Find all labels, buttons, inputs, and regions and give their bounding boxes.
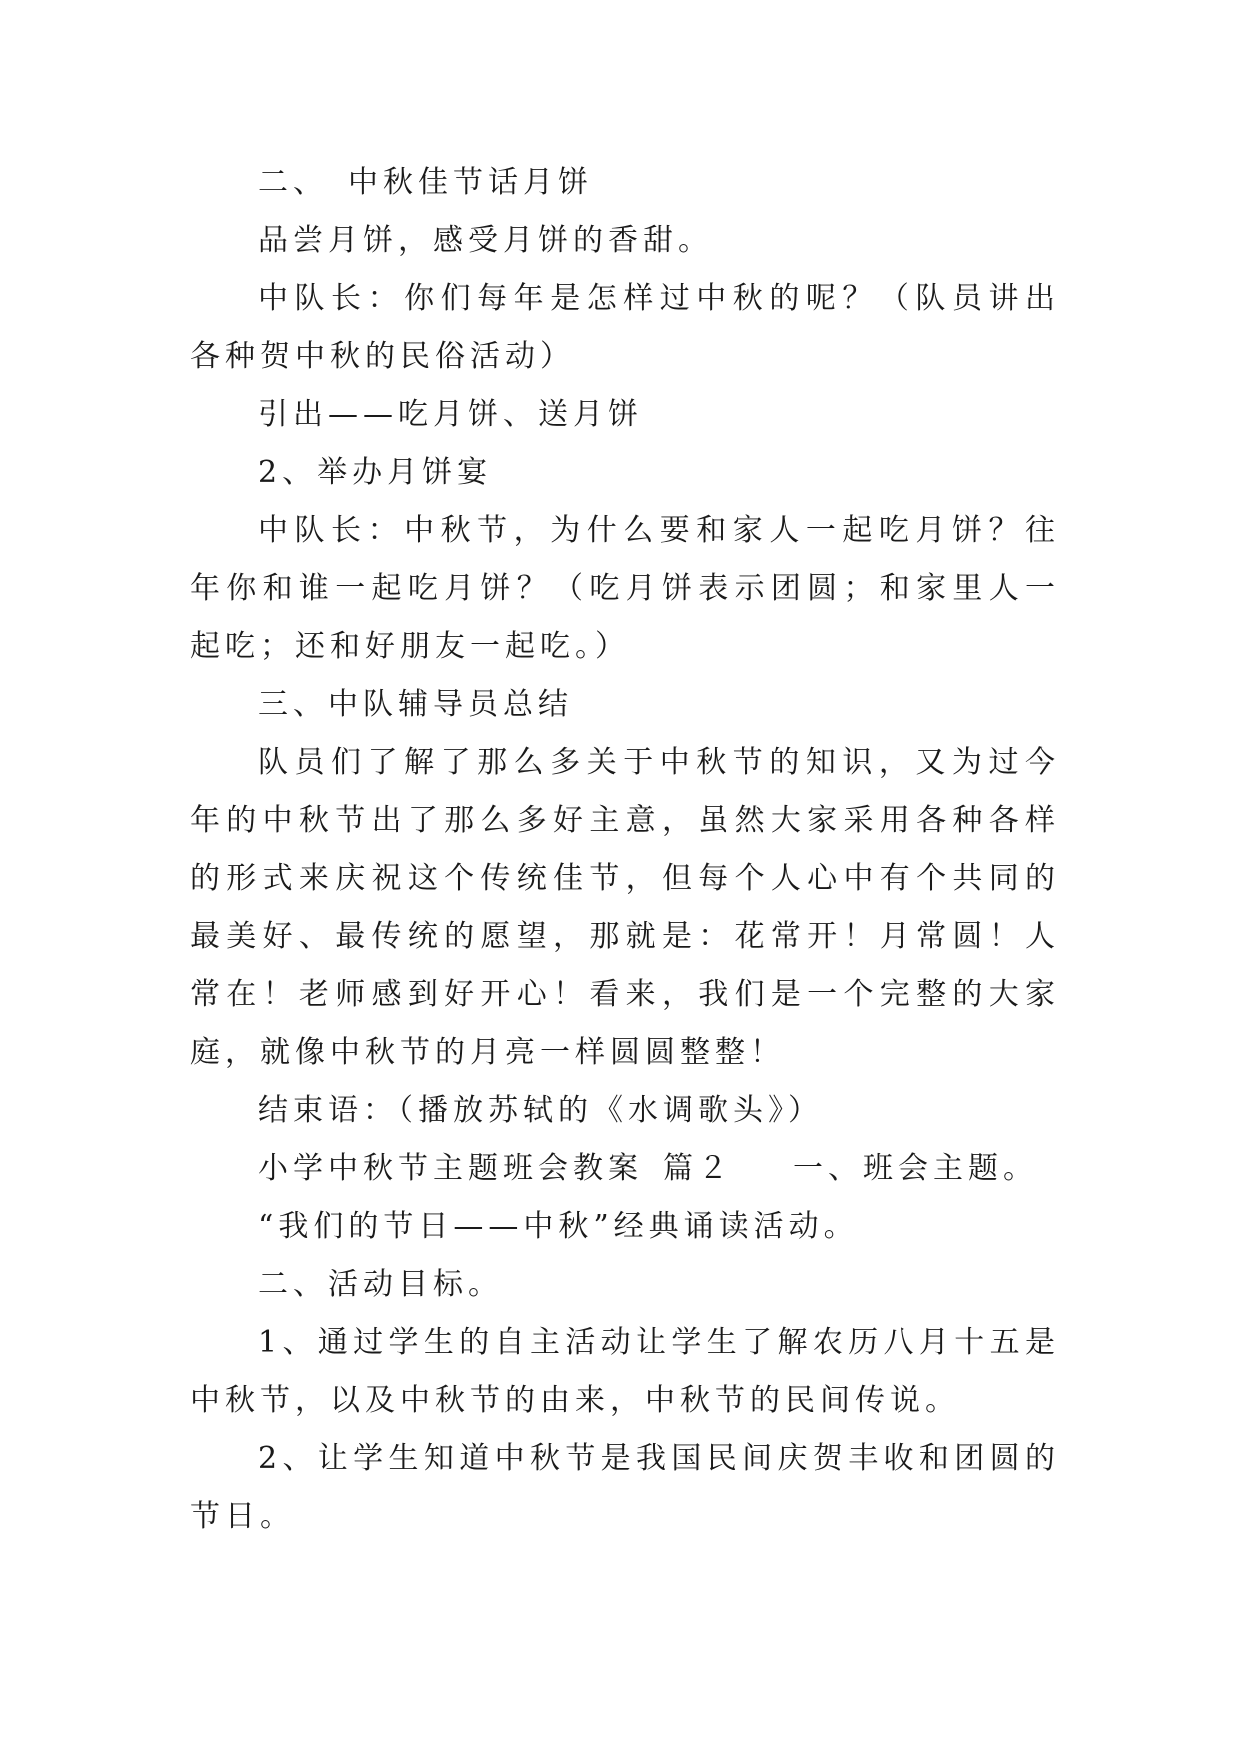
paragraph-captain-reunion: 中队长：中秋节，为什么要和家人一起吃月饼？往年你和谁一起吃月饼？（吃月饼表示团圆；和家里人一起吃；还和好朋友一起吃。） <box>190 513 1060 664</box>
paragraph-mooncake-feast: 2、举办月饼宴 <box>258 455 493 490</box>
section-heading-summary: 三、中队辅导员总结 <box>258 687 573 722</box>
class-theme-heading: 一、班会主题。 <box>793 1151 1038 1186</box>
paragraph-captain-question: 中队长：你们每年是怎样过中秋的呢？（队员讲出各种贺中秋的民俗活动） <box>190 281 1060 374</box>
section-number: 二、 <box>258 165 328 200</box>
document-body <box>190 154 1060 1546</box>
section-heading-goals: 二、活动目标。 <box>258 1267 503 1302</box>
paragraph-goal-2: 2、让学生知道中秋节是我国民间庆贺丰收和团圆的节日。 <box>190 1441 1060 1534</box>
paragraph-summary: 队员们了解了那么多关于中秋节的知识，又为过今年的中秋节出了那么多好主意，虽然大家采用各种各样的形式来庆祝这个传统佳节，但每个人心中有个共同的最美好、最传统的愿望，那就是：花常开！月常圆！人常在！老师感到好开心！看来，我们是一个完整的大家庭，就像中秋节的月亮一样圆圆整整！ <box>190 745 1060 1070</box>
paragraph-lead-out: 引出——吃月饼、送月饼 <box>258 397 643 432</box>
paragraph-closing: 结束语：（播放苏轼的《水调歌头》） <box>258 1093 823 1128</box>
paragraph-goal-1: 1、通过学生的自主活动让学生了解农历八月十五是中秋节，以及中秋节的由来，中秋节的民间传说。 <box>190 1325 1060 1418</box>
section-heading-mooncake <box>190 154 1060 212</box>
paragraph-taste-mooncake: 品尝月饼，感受月饼的香甜。 <box>258 223 713 258</box>
paragraph-theme: “我们的节日——中秋”经典诵读活动。 <box>258 1209 859 1244</box>
lesson-plan-part: 篇２ <box>663 1151 733 1186</box>
section-title: 中秋佳节话月饼 <box>348 165 593 200</box>
paragraph-lesson-plan-title <box>190 1140 1060 1198</box>
lesson-plan-title: 小学中秋节主题班会教案 <box>258 1151 643 1186</box>
